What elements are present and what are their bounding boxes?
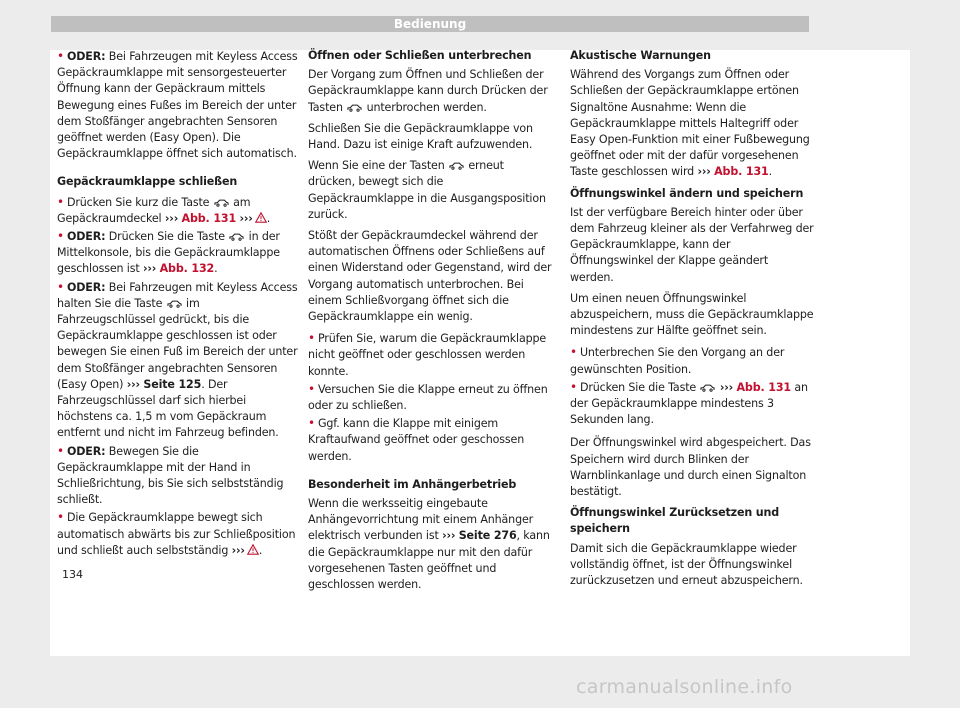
warning-triangle-icon[interactable]: [255, 212, 267, 223]
paragraph: Wenn Sie eine der Tasten erneut drücken, bewegt sich die Gepäckraumklappe in die Ausgangsposition zurück.: [308, 159, 546, 221]
bullet-icon: •: [308, 331, 315, 346]
list-item: • ODER: Drücken Sie die Taste in der Mittelkonsole, bis die Gepäckraumklappe geschlossen ist ››› Abb. 132.: [57, 229, 280, 276]
section-heading: Öffnungswinkel ändern und speichern: [570, 186, 804, 200]
bullet-icon: •: [57, 510, 64, 525]
section-heading: Besonderheit im Anhängerbetrieb: [308, 477, 517, 491]
list-item: • Unterbrechen Sie den Vorgang an der gewünschten Position.: [570, 345, 785, 376]
list-item: • ODER: Bei Fahrzeugen mit Keyless Access halten Sie die Taste im Fahrzeugschlüssel gedrückt, bis die Gepäckraumklappe geschlossen ist oder bewegen Sie einen Fuß im Bereich der unter dem Stoßfänger angebrachten Sensoren (Easy Open) ››› Seite 125. Der Fahrzeugschlüssel darf sich hierbei höchstens ca. 1,5 m vom Gepäckraum entfernt und nicht im Fahrzeug befinden.: [57, 279, 298, 440]
figure-link[interactable]: Abb. 132: [159, 262, 215, 276]
figure-link[interactable]: Abb. 131: [714, 165, 769, 179]
page-link[interactable]: Seite 125: [143, 377, 202, 391]
bullet-icon: •: [570, 345, 577, 360]
figure-link[interactable]: Abb. 131: [736, 380, 792, 394]
paragraph-easy-open: • ODER: Bei Fahrzeugen mit Keyless Access Gepäckraumklappe mit sensorgesteuerter Öffnung kann der Gepäckraum mittels Bewegung eines Fußes im Bereich der unter dem Stoßfänger angebrachten Sensoren geöffnet werden (Easy Open). Die Gepäckraumklappe öffnet sich automatisch.: [57, 49, 298, 161]
list-item: • Ggf. kann die Klappe mit einigem Kraftaufwand geöffnet oder geschossen werden.: [308, 416, 525, 463]
paragraph: Um einen neuen Öffnungswinkel abzuspeichern, muss die Gepäckraumklappe mindestens zur Hälfte geöffnet sein.: [570, 291, 814, 338]
list-item: • ODER: Bewegen Sie die Gepäckraumklappe mit der Hand in Schließrichtung, bis Sie sich selbstständig schließt.: [57, 443, 284, 507]
column-left: [57, 48, 301, 560]
list-item: • Drücken Sie die Taste ››› Abb. 131 an der Gepäckraumklappe mindestens 3 Sekunden lang.: [570, 379, 808, 427]
bullet-icon: •: [570, 379, 577, 394]
car-key-icon: [229, 232, 244, 241]
section-heading: Öffnen oder Schließen unterbrechen: [308, 49, 532, 62]
column-middle: [308, 48, 552, 598]
list-item: • Prüfen Sie, warum die Gepäckraumklappe nicht geöffnet oder geschlossen werden konnte.: [308, 331, 547, 378]
paragraph: Ist der verfügbare Bereich hinter oder über dem Fahrzeug kleiner als der Verfahrweg der Gepäckraumklappe, kann der Öffnungswinkel der Klappe geändert werden.: [570, 205, 814, 284]
section-heading: Akustische Warnungen: [570, 49, 711, 62]
section-heading: Gepäckraumklappe schließen: [57, 175, 238, 189]
car-key-icon: [449, 161, 464, 170]
paragraph: Schließen Sie die Gepäckraumklappe von Hand. Dazu ist einige Kraft aufzuwenden.: [308, 121, 533, 152]
car-key-icon: [214, 198, 229, 207]
warning-triangle-icon[interactable]: [247, 544, 259, 555]
paragraph: Damit sich die Gepäckraumklappe wieder vollständig öffnet, ist der Öffnungswinkel zurückzusetzen und erneut abzuspeichern.: [570, 541, 803, 588]
paragraph: Während des Vorgangs zum Öffnen oder Schließen der Gepäckraumklappe ertönen Signaltöne Ausnahme: Wenn die Gepäckraumklappe mittels Haltegriff oder Easy Open-Funktion mit einer Fußbewegung geöffnet oder mit der dafür vorgesehenen Taste geschlossen wird ››› Abb. 131.: [570, 68, 810, 179]
bullet-icon: •: [57, 49, 64, 63]
page-link[interactable]: Seite 276: [458, 529, 517, 543]
paragraph: Der Vorgang zum Öffnen und Schließen der Gepäckraumklappe kann durch Drücken der Tasten unterbrochen werden.: [308, 68, 548, 114]
section-heading: Öffnungswinkel Zurücksetzen und speichern: [570, 506, 780, 536]
bullet-icon: •: [57, 229, 64, 244]
paragraph: Stößt der Gepäckraumdeckel während der automatischen Öffnens oder Schließens auf einen Widerstand oder Gegenstand, wird der Vorgang automatisch unterbrochen. Bei einem Schließvorgang öffnet sich die Gepäckraumklappe ein wenig.: [308, 229, 552, 324]
list-item: • Die Gepäckraumklappe bewegt sich automatisch abwärts bis zur Schließposition und schließt auch selbstständig ››› .: [57, 510, 296, 557]
bullet-icon: •: [57, 443, 64, 458]
car-key-icon: [700, 383, 715, 392]
paragraph: Wenn die werksseitig eingebaute Anhängevorrichtung mit einem Anhänger elektrisch verbunden ist ››› Seite 276, kann die Gepäckraumklappe nur mit den dafür vorgesehenen Tasten geöffnet und geschlossen werden.: [308, 497, 550, 592]
bullet-icon: •: [57, 279, 64, 294]
page-header: Bedienung: [51, 16, 809, 32]
watermark: carmanualsonline.info: [576, 676, 793, 698]
bullet-icon: •: [57, 194, 64, 209]
car-key-icon: [347, 103, 362, 112]
list-item: • Drücken Sie kurz die Taste am Gepäckraumdeckel ››› Abb. 131 ››› .: [57, 194, 271, 225]
bullet-icon: •: [308, 381, 315, 396]
list-item: • Versuchen Sie die Klappe erneut zu öffnen oder zu schließen.: [308, 381, 548, 413]
figure-link[interactable]: Abb. 131: [181, 211, 237, 225]
page-number: 134: [62, 568, 83, 581]
paragraph: Der Öffnungswinkel wird abgespeichert. Das Speichern wird durch Blinken der Warnblinkanlage und durch einen Signalton bestätigt.: [570, 436, 811, 499]
car-key-icon: [167, 299, 182, 308]
bullet-icon: •: [308, 416, 315, 431]
column-right: [570, 48, 814, 594]
